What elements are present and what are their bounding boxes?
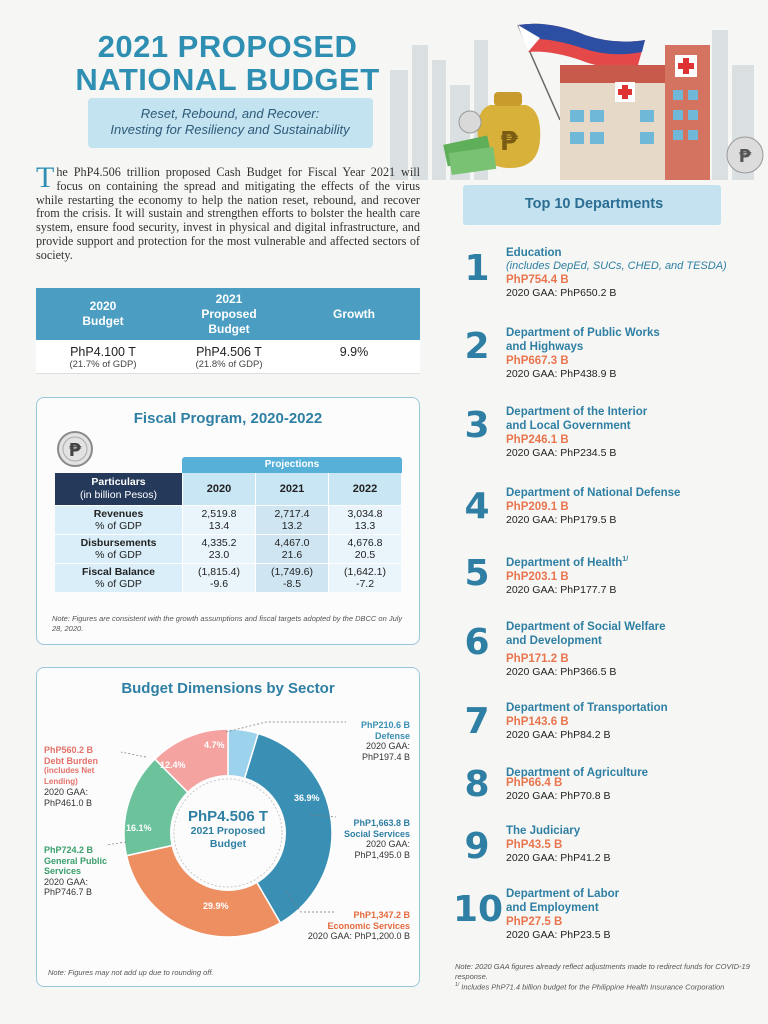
city-skyline-illustration [390,10,768,185]
title-line-2: NATIONAL BUDGET [75,62,380,97]
label-general-public-services: PhP724.2 B General Public Services 2020 GAA: PhP746.7 B [44,845,108,897]
donut-center-label: 2021 Proposed Budget [190,825,266,850]
cell-growth: 9.9% [339,345,369,359]
budget-summary-row [36,340,420,374]
fiscal-header-row [55,473,402,505]
svg-text:₱: ₱ [68,440,82,461]
subtitle-line-1: Reset, Rebound, and Recover: [140,106,320,121]
dept-rank: 6 [464,622,490,663]
pct-economic: 29.9% [203,901,229,911]
intro-dropcap: T [36,161,55,194]
cell-2021-budget: PhP4.506 T (21.8% of GDP) [195,345,263,370]
table-row: Disbursements % of GDP 4,335.2 23.0 4,467.0 21.6 4,676.8 20.5 [55,534,402,563]
pct-debt: 12.4% [160,760,186,770]
dept-rank: 4 [464,486,490,527]
particulars-header: Particulars (in billion Pesos) [55,473,182,505]
pct-defense: 4.7% [204,740,225,750]
label-social-services: PhP1,663.8 B Social Services 2020 GAA: PhP1,495.0 B [343,818,410,860]
subtitle-line-2: Investing for Resiliency and Sustainability [110,122,350,137]
svg-text:₱: ₱ [738,146,752,167]
dept-rank: 7 [464,701,490,742]
dept-rank: 3 [464,405,490,446]
table-row: Fiscal Balance % of GDP (1,815.4) -9.6 (1,749.6) -8.5 (1,642.1) -7.2 [55,563,402,592]
donut-center-total: PhP4.506 T [187,808,269,825]
top10-title: Top 10 Departments [524,196,664,212]
header-2020-budget: 2020 Budget [82,299,124,328]
projections-header: Projections [182,457,402,473]
cell-2020-budget: PhP4.100 T (21.7% of GDP) [69,345,137,370]
intro-text: he PhP4.506 trillion proposed Cash Budget for Fiscal Year 2021 will focus on containing the spread and mitigating the effects of the virus while restarting the economy to help the nation reset, rebound, and recover from the crisis. It will sustain and strengthen efforts to bolster the health care system, ensure food security, invest in physical and digital infrastructure, and provide support and protection for the most vulnerable and affected sectors of society. [36,165,420,262]
label-economic-services: PhP1,347.2 B Economic Services 2020 GAA: PhP1,200.0 B [307,910,410,941]
dept-rank: 10 [452,889,504,930]
hospital-building-icon [560,45,710,180]
dept-rank: 1 [464,248,490,289]
subtitle [80,106,380,138]
fiscal-program-title: Fiscal Program, 2020-2022 [133,410,323,427]
year-2022-header: 2022 [328,473,401,505]
title-line-1: 2021 PROPOSED [97,29,358,64]
label-debt-burden: PhP560.2 B Debt Burden (includes Net Lending) 2020 GAA: PhP461.0 B [44,745,98,808]
dept-rank: 5 [464,553,490,594]
pct-general: 16.1% [126,823,152,833]
header-2021-proposed-budget: 2021 Proposed Budget [201,291,257,336]
dimensions-note: Note: Figures may not add up due to rounding off. [48,968,214,977]
intro-paragraph [36,161,420,263]
pct-social: 36.9% [294,793,320,803]
header-growth: Growth [333,306,375,321]
peso-coin-icon [56,430,94,468]
dept-rank: 8 [464,764,490,805]
year-2020-header: 2020 [182,473,255,505]
svg-text:₱: ₱ [499,127,519,157]
top10-note: Note: 2020 GAA figures already reflect adjustments made to redirect funds for COVID-19 response. $^{1/}$ Includes PhP71.4 billion budget for the Philippine Health Insurance Corporation [455,962,750,992]
table-row: Revenues % of GDP 2,519.8 13.4 2,717.4 13.2 3,034.8 13.3 [55,505,402,534]
page-title [30,30,425,96]
fiscal-note: Note: Figures are consistent with the growth assumptions and fiscal targets adopted by the DBCC on July 28, 2020. [52,614,403,633]
year-2021-header: 2021 [255,473,328,505]
budget-dimensions-title: Budget Dimensions by Sector [121,680,335,697]
budget-summary-header [36,288,420,340]
label-defense: PhP210.6 B Defense 2020 GAA: PhP197.4 B [360,720,410,762]
dept-rank: 9 [464,826,490,867]
dept-rank: 2 [464,326,490,367]
fiscal-program-table [55,473,402,592]
